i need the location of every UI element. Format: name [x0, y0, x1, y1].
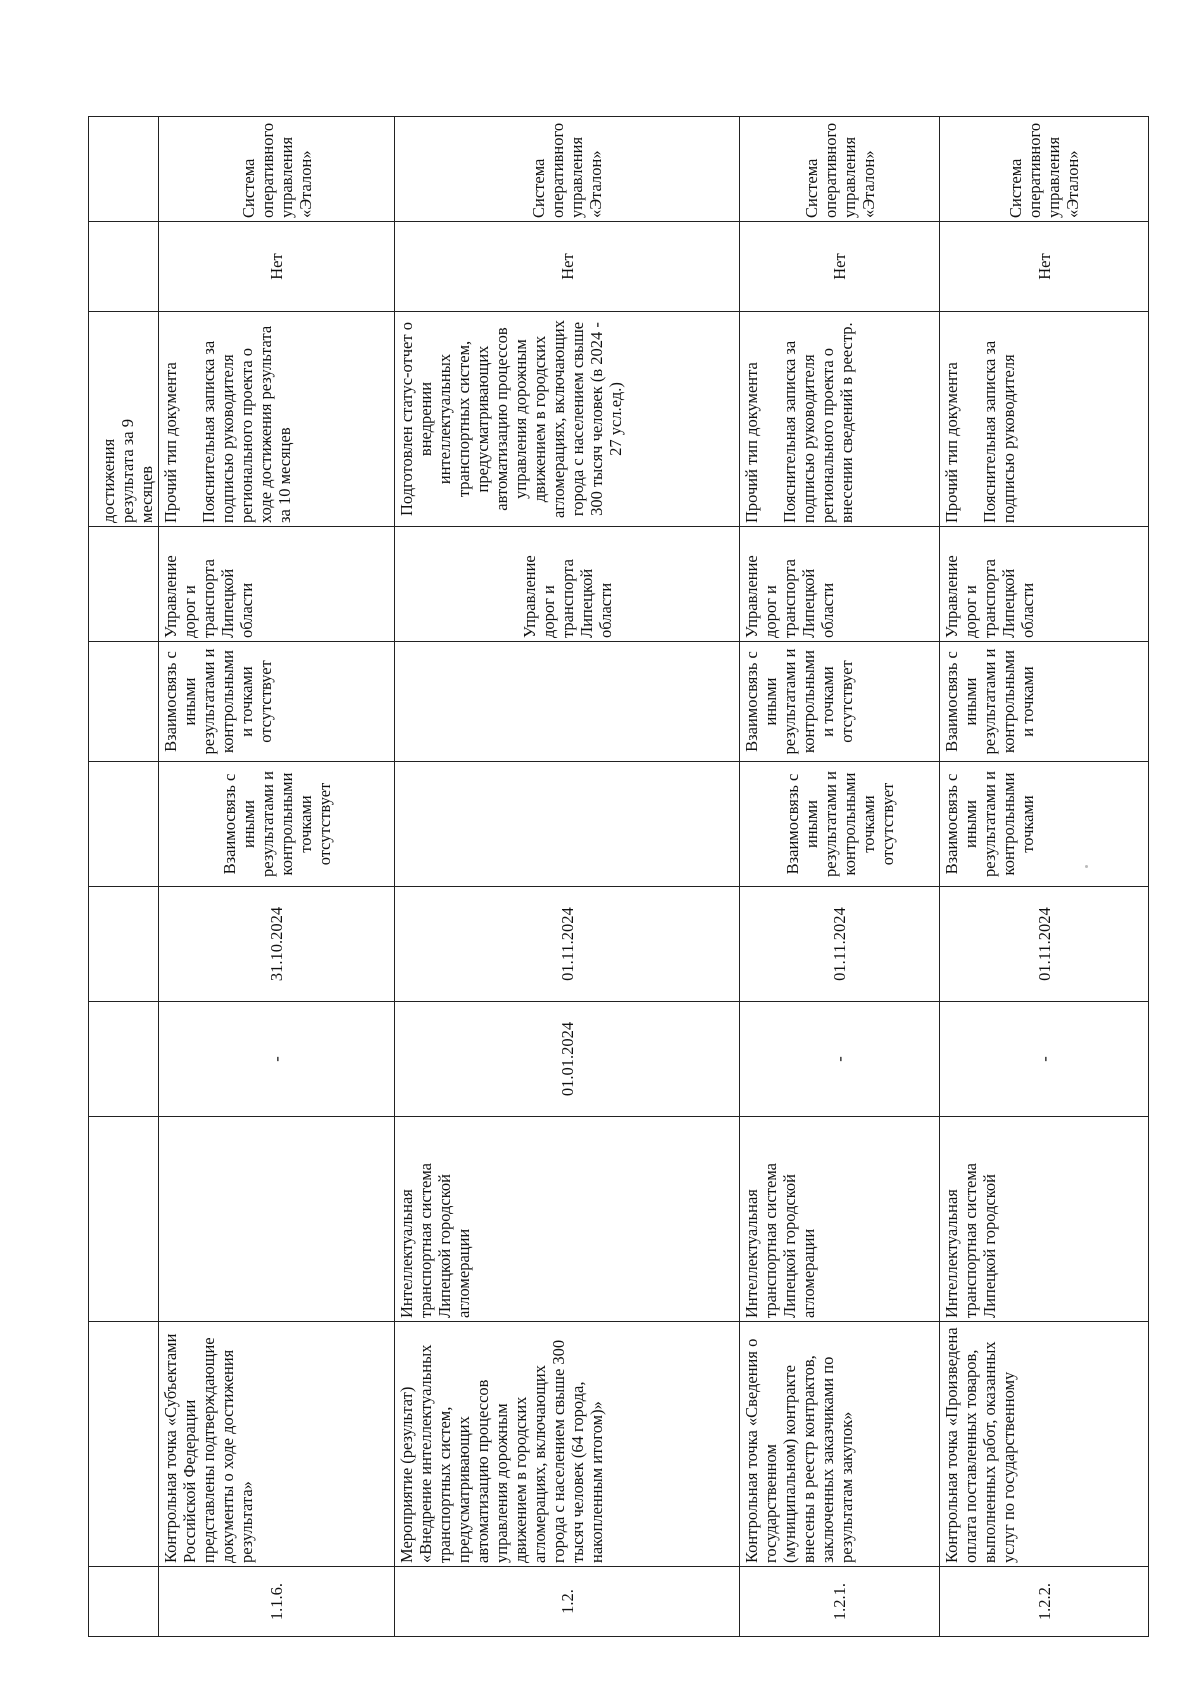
responsible-body: Управление дорог и транспорта Липецкой области	[159, 527, 395, 642]
result-name: Мероприятие (результат) «Внедрение интеллектуальных транспортных систем, предусматривающих автоматизацию процессов управления дорожным движением в городских агломерациях, включающих города с населением свыше 300 тысяч человек (64 города, накопленным итогом)»	[395, 1322, 740, 1567]
start-date: 01.01.2024	[395, 1002, 740, 1117]
cell-num	[89, 1567, 159, 1637]
row-number: 1.2.1.	[740, 1567, 940, 1637]
table-row	[740, 117, 940, 1637]
row-number: 1.2.2.	[940, 1567, 1149, 1637]
responsible-body: Управление дорог и транспорта Липецкой области	[940, 527, 1149, 642]
end-date: 31.10.2024	[159, 887, 395, 1002]
table-row	[395, 117, 740, 1637]
predecessor-link	[395, 762, 740, 887]
cell-prev	[89, 762, 159, 887]
confirming-document: Подготовлен статус-отчет о внедрении интеллектуальных транспортных систем, предусматривающих автоматизацию процессов управления дорожным движением в городских агломерациях, включающих города с населением свыше 300 тысяч человек (в 2024 - 27 усл.ед.)	[395, 312, 740, 527]
level-flag: Нет	[740, 222, 940, 312]
responsible-body: Управление дорог и транспорта Липецкой области	[395, 527, 740, 642]
predecessor-link: Взаимосвязь с иными результатами и контрольными точками отсутствует	[740, 762, 940, 887]
result-name: Контрольная точка «Произведена оплата поставленных товаров, выполненных работ, оказанных услуг по государственному	[940, 1322, 1149, 1567]
info-system: Система оперативного управления «Эталон»	[159, 117, 395, 222]
result-name: Контрольная точка «Субъектами Российской Федерации представлены подтверждающие документы о ходе достижения результата»	[159, 1322, 395, 1567]
table-row	[940, 117, 1149, 1637]
end-date: 01.11.2024	[740, 887, 940, 1002]
cell-doc: достижения результата за 9 месяцев	[89, 312, 159, 527]
successor-link	[395, 642, 740, 762]
object-name	[159, 1117, 395, 1322]
row-number: 1.1.6.	[159, 1567, 395, 1637]
start-date: -	[159, 1002, 395, 1117]
cell-end	[89, 887, 159, 1002]
result-name: Контрольная точка «Сведения о государственном (муниципальном) контракте внесены в реестр контрактов, заключенных заказчиками по результатам закупок»	[740, 1322, 940, 1567]
table-row	[89, 117, 159, 1637]
confirming-document: Прочий тип документа Пояснительная записка за подписью руководителя регионального проекта о внесении сведений в реестр.	[740, 312, 940, 527]
predecessor-link: Взаимосвязь с иными результатами и контрольными точками	[940, 762, 1149, 887]
start-date: -	[740, 1002, 940, 1117]
start-date: -	[940, 1002, 1149, 1117]
table-row	[159, 117, 395, 1637]
cell-next	[89, 642, 159, 762]
level-flag: Нет	[395, 222, 740, 312]
level-flag: Нет	[940, 222, 1149, 312]
successor-link: Взаимосвязь с иными результатами и контрольными и точками	[940, 642, 1149, 762]
info-system: Система оперативного управления «Эталон»	[740, 117, 940, 222]
confirming-document: Прочий тип документа Пояснительная записка за подписью руководителя регионального проекта о ходе достижения результата за 10 месяцев	[159, 312, 395, 527]
cell-system	[89, 117, 159, 222]
cell-start	[89, 1002, 159, 1117]
successor-link: Взаимосвязь с иными результатами и контрольными и точками отсутствует	[159, 642, 395, 762]
row-number: 1.2.	[395, 1567, 740, 1637]
responsible-body: Управление дорог и транспорта Липецкой области	[740, 527, 940, 642]
object-name: Интеллектуальная транспортная система Липецкой городской агломерации	[740, 1117, 940, 1322]
cell-level	[89, 222, 159, 312]
cell-responsible	[89, 527, 159, 642]
info-system: Система оперативного управления «Эталон»	[395, 117, 740, 222]
confirming-document: Прочий тип документа Пояснительная записка за подписью руководителя	[940, 312, 1149, 527]
successor-link: Взаимосвязь с иными результатами и контрольными и точками отсутствует	[740, 642, 940, 762]
scan-dot	[1085, 865, 1088, 868]
cell-object	[89, 1117, 159, 1322]
object-name: Интеллектуальная транспортная система Липецкой городской агломерации	[395, 1117, 740, 1322]
level-flag: Нет	[159, 222, 395, 312]
predecessor-link: Взаимосвязь с иными результатами и контрольными точками отсутствует	[159, 762, 395, 887]
info-system: Система оперативного управления «Эталон»	[940, 117, 1149, 222]
cell-name	[89, 1322, 159, 1567]
end-date: 01.11.2024	[395, 887, 740, 1002]
end-date: 01.11.2024	[940, 887, 1149, 1002]
plan-table	[88, 116, 1149, 1637]
rotated-table-container	[88, 117, 1148, 1637]
object-name: Интеллектуальная транспортная система Липецкой городской	[940, 1117, 1149, 1322]
